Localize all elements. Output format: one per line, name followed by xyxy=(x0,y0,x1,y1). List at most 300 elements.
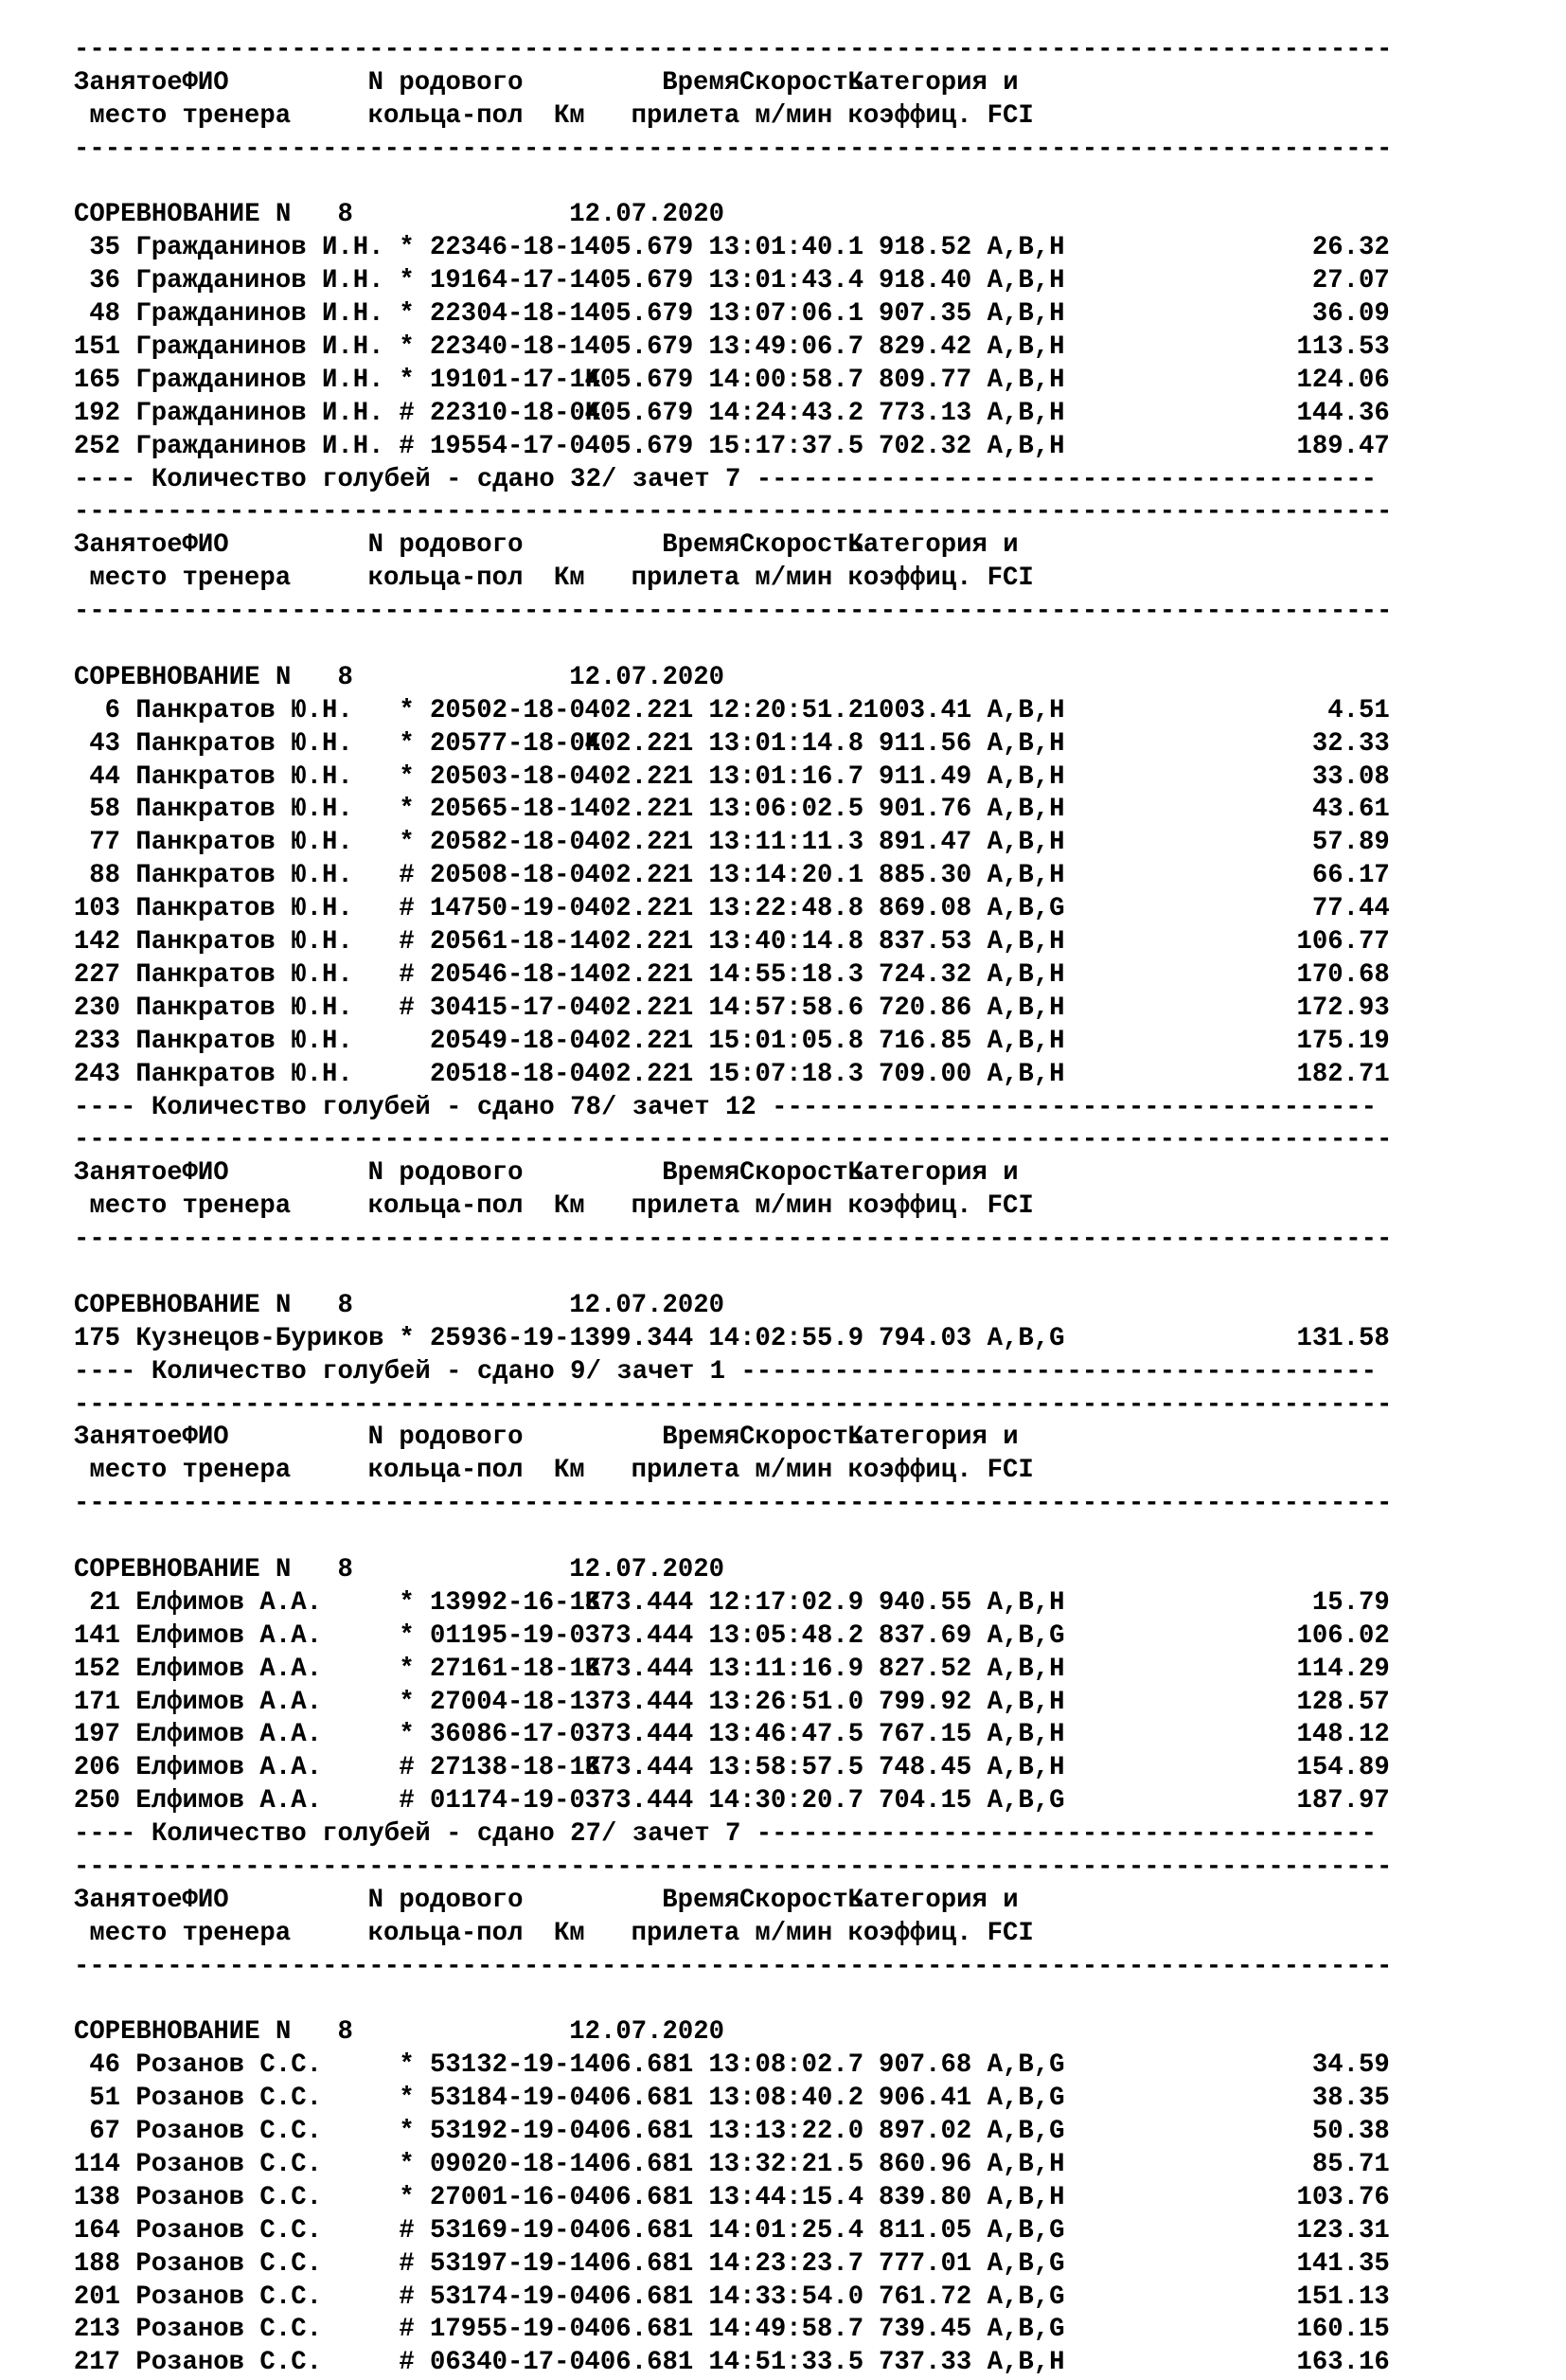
arrival-time: 13:13:22.0 xyxy=(708,2117,864,2147)
distance-km: 402.221 xyxy=(584,1059,694,1089)
header-place-2: место xyxy=(89,564,168,594)
mark: # xyxy=(399,894,415,924)
result-row xyxy=(74,1687,1513,1720)
distance-km: 402.221 xyxy=(584,894,694,924)
arrival-time: 15:07:18.3 xyxy=(708,1059,864,1089)
arrival-time: 13:06:02.5 xyxy=(708,795,864,825)
place: 188 xyxy=(73,2248,121,2279)
header-fci: FCI xyxy=(987,1456,1034,1486)
fci: 77.44 xyxy=(1311,894,1390,924)
trainer-name: Панкратов Ю.Н. xyxy=(135,959,353,990)
ring-number: 27001-16-0 xyxy=(430,2182,585,2212)
category: A,B,H xyxy=(987,431,1065,461)
distance-km: 402.221 xyxy=(584,959,694,990)
result-row xyxy=(74,265,1513,298)
mark: * xyxy=(399,1620,415,1651)
mark: # xyxy=(399,2215,415,2246)
distance-km: 405.679 xyxy=(584,299,694,330)
place: 175 xyxy=(73,1323,121,1353)
category: A,B,H xyxy=(987,795,1065,825)
place: 6 xyxy=(104,695,121,725)
fci: 170.68 xyxy=(1296,959,1390,990)
header-ring: N родового xyxy=(367,67,524,98)
header-speed-2: м/мин xyxy=(755,1191,833,1222)
category: A,B,G xyxy=(987,1323,1065,1353)
ring-number: 22304-18-1 xyxy=(430,299,585,330)
blank-line xyxy=(74,1521,1513,1554)
speed: 897.02 xyxy=(879,2117,972,2147)
distance-km: 406.681 xyxy=(584,2084,694,2114)
category: A,B,G xyxy=(987,2084,1065,2114)
blank-line xyxy=(74,1984,1513,2017)
trainer-name: Елфимов А.А. xyxy=(135,1687,322,1717)
mark: # xyxy=(399,2282,415,2312)
competition-label: СОРЕВНОВАНИЕ N 8 xyxy=(74,1554,353,1584)
header-place: Занятое xyxy=(74,530,183,561)
speed: 761.72 xyxy=(879,2282,972,2312)
category: A,B,H xyxy=(987,398,1065,428)
speed: 839.80 xyxy=(879,2182,972,2212)
result-row xyxy=(74,1719,1513,1752)
separator-rule: ------------------------------------------------------------------------------------- xyxy=(74,1852,1393,1882)
fci: 187.97 xyxy=(1296,1786,1390,1816)
place: 217 xyxy=(73,2348,121,2378)
place: 165 xyxy=(73,365,121,395)
distance-km: 406.681 xyxy=(584,2248,694,2279)
arrival-time: 14:23:23.7 xyxy=(708,2248,864,2279)
result-row xyxy=(74,695,1513,728)
ring-number: 20561-18-1 xyxy=(430,927,585,957)
trainer-name: Панкратов Ю.Н. xyxy=(135,795,353,825)
header-place-2: место xyxy=(89,1191,168,1222)
place: 243 xyxy=(73,1059,121,1089)
speed: 901.76 xyxy=(879,795,972,825)
competition-label: СОРЕВНОВАНИЕ N 8 xyxy=(74,662,353,692)
competition-date: 12.07.2020 xyxy=(569,1290,724,1320)
trainer-name: Панкратов Ю.Н. xyxy=(135,1059,353,1089)
column-header-line-2 xyxy=(74,1190,1513,1224)
ring-number: 27161-18-1K xyxy=(430,1654,601,1684)
result-row xyxy=(74,365,1513,398)
trainer-name: Панкратов Ю.Н. xyxy=(135,1026,353,1056)
fci: 15.79 xyxy=(1311,1587,1390,1618)
place: 58 xyxy=(89,795,121,825)
header-name: ФИО xyxy=(182,1158,229,1189)
section-summary: ---- Количество голубей - сдано 32/ зачет 7 ---------------------------------------- xyxy=(74,464,1377,494)
result-row xyxy=(74,2215,1513,2248)
separator-rule: ------------------------------------------------------------------------------------- xyxy=(74,1389,1393,1420)
fci: 144.36 xyxy=(1296,398,1390,428)
mark: * xyxy=(399,365,415,395)
arrival-time: 14:30:20.7 xyxy=(708,1786,864,1816)
result-row xyxy=(74,2248,1513,2282)
ring-number: 22346-18-1 xyxy=(430,233,585,263)
category: A,B,G xyxy=(987,1786,1065,1816)
distance-km: 402.221 xyxy=(584,695,694,725)
distance-km: 402.221 xyxy=(584,993,694,1023)
result-row xyxy=(74,2314,1513,2347)
result-row xyxy=(74,827,1513,860)
header-speed-2: м/мин xyxy=(755,1918,833,1948)
ring-number: 01195-19-0 xyxy=(430,1620,585,1651)
ring-number: 27138-18-1K xyxy=(430,1753,601,1783)
fci: 26.32 xyxy=(1311,233,1390,263)
place: 152 xyxy=(73,1654,121,1684)
distance-km: 402.221 xyxy=(584,761,694,792)
category: A,B,H xyxy=(987,2348,1065,2378)
result-row xyxy=(74,761,1513,795)
ring-number: 53169-19-0 xyxy=(430,2215,585,2246)
competition-line xyxy=(74,199,1513,232)
header-place: Занятое xyxy=(74,1158,183,1189)
arrival-time: 14:51:33.5 xyxy=(708,2348,864,2378)
arrival-time: 14:24:43.2 xyxy=(708,398,864,428)
arrival-time: 15:17:37.5 xyxy=(708,431,864,461)
mark: * xyxy=(399,2150,415,2179)
category: A,B,H xyxy=(987,1026,1065,1056)
ring-number: 53197-19-1 xyxy=(430,2248,585,2279)
header-place-2: место xyxy=(89,1918,168,1948)
result-row xyxy=(74,728,1513,761)
distance-km: 405.679 xyxy=(584,398,694,428)
header-speed: Скорость xyxy=(739,1885,864,1915)
speed: 720.86 xyxy=(879,993,972,1023)
header-place-2: место xyxy=(89,1456,168,1486)
competition-line xyxy=(74,2016,1513,2049)
header-place: Занятое xyxy=(74,1885,183,1915)
header-place: Занятое xyxy=(74,1423,183,1453)
result-row xyxy=(74,1587,1513,1620)
ring-number: 22310-18-0K xyxy=(430,398,601,428)
speed: 906.41 xyxy=(879,2084,972,2114)
header-category: Категория и xyxy=(847,530,1019,561)
place: 227 xyxy=(73,959,121,990)
trainer-name: Панкратов Ю.Н. xyxy=(135,728,353,759)
mark: * xyxy=(399,1587,415,1618)
competition-date: 12.07.2020 xyxy=(569,2017,724,2048)
fci: 113.53 xyxy=(1296,332,1390,363)
column-header-line-2 xyxy=(74,1918,1513,1951)
header-fci: FCI xyxy=(987,1191,1034,1222)
trainer-name: Елфимов А.А. xyxy=(135,1587,322,1618)
arrival-time: 13:58:57.5 xyxy=(708,1753,864,1783)
competition-date: 12.07.2020 xyxy=(569,662,724,692)
speed: 827.52 xyxy=(879,1654,972,1684)
ring-number: 09020-18-1 xyxy=(430,2150,585,2179)
fci: 106.02 xyxy=(1296,1620,1390,1651)
distance-km: 406.681 xyxy=(584,2117,694,2147)
result-row xyxy=(74,232,1513,265)
result-row xyxy=(74,893,1513,926)
distance-km: 406.681 xyxy=(584,2182,694,2212)
header-name: ФИО xyxy=(182,67,229,98)
place: 171 xyxy=(73,1687,121,1717)
trainer-name: Гражданинов И.Н. xyxy=(135,332,384,363)
category: A,B,H xyxy=(987,959,1065,990)
mark: * xyxy=(399,266,415,296)
header-time: Время xyxy=(662,1885,740,1915)
place: 51 xyxy=(89,2084,121,2114)
fci: 27.07 xyxy=(1311,266,1390,296)
category: A,B,H xyxy=(987,299,1065,330)
fci: 175.19 xyxy=(1296,1026,1390,1056)
header-name-2: тренера xyxy=(182,1918,292,1948)
header-name: ФИО xyxy=(182,530,229,561)
distance-km: 373.444 xyxy=(584,1620,694,1651)
distance-km: 402.221 xyxy=(584,828,694,858)
result-row xyxy=(74,959,1513,993)
header-ring: N родового xyxy=(367,1423,524,1453)
arrival-time: 13:40:14.8 xyxy=(708,927,864,957)
trainer-name: Гражданинов И.Н. xyxy=(135,365,384,395)
header-coef: коэффиц. xyxy=(847,1191,972,1222)
arrival-time: 13:01:43.4 xyxy=(708,266,864,296)
ring-number: 20503-18-0 xyxy=(430,761,585,792)
trainer-name: Кузнецов-Буриков xyxy=(135,1323,384,1353)
fci: 36.09 xyxy=(1311,299,1390,330)
fci: 131.58 xyxy=(1296,1323,1390,1353)
mark: * xyxy=(399,795,415,825)
speed: 748.45 xyxy=(879,1753,972,1783)
header-time: Время xyxy=(662,67,740,98)
ring-number: 20577-18-0K xyxy=(430,728,601,759)
mark: * xyxy=(399,1323,415,1353)
place: 21 xyxy=(89,1587,121,1618)
ring-number: 53184-19-0 xyxy=(430,2084,585,2114)
trainer-name: Гражданинов И.Н. xyxy=(135,299,384,330)
trainer-name: Елфимов А.А. xyxy=(135,1786,322,1816)
distance-km: 406.681 xyxy=(584,2215,694,2246)
category: A,B,G xyxy=(987,2117,1065,2147)
column-header-line-2 xyxy=(74,100,1513,134)
header-ring-2: кольца-пол xyxy=(367,1456,524,1486)
category: A,B,H xyxy=(987,2150,1065,2179)
trainer-name: Розанов С.С. xyxy=(135,2182,322,2212)
mark: # xyxy=(399,861,415,891)
arrival-time: 13:07:06.1 xyxy=(708,299,864,330)
distance-km: 402.221 xyxy=(584,1026,694,1056)
trainer-name: Панкратов Ю.Н. xyxy=(135,894,353,924)
category: A,B,G xyxy=(987,2050,1065,2081)
fci: 4.51 xyxy=(1327,695,1390,725)
speed: 885.30 xyxy=(879,861,972,891)
speed: 777.01 xyxy=(879,2248,972,2279)
place: 67 xyxy=(89,2117,121,2147)
distance-km: 405.679 xyxy=(584,332,694,363)
place: 36 xyxy=(89,266,121,296)
arrival-time: 13:44:15.4 xyxy=(708,2182,864,2212)
header-place: Занятое xyxy=(74,67,183,98)
header-time: Время xyxy=(662,530,740,561)
header-km: Км xyxy=(553,1191,585,1222)
mark: # xyxy=(399,431,415,461)
mark: * xyxy=(399,728,415,759)
mark: * xyxy=(399,761,415,792)
category: A,B,G xyxy=(987,2315,1065,2345)
fci: 148.12 xyxy=(1296,1720,1390,1750)
header-name: ФИО xyxy=(182,1423,229,1453)
result-row xyxy=(74,2083,1513,2116)
speed: 767.15 xyxy=(879,1720,972,1750)
speed: 704.15 xyxy=(879,1786,972,1816)
category: A,B,H xyxy=(987,1654,1065,1684)
trainer-name: Розанов С.С. xyxy=(135,2215,322,2246)
distance-km: 406.681 xyxy=(584,2282,694,2312)
header-name: ФИО xyxy=(182,1885,229,1915)
separator-rule: ------------------------------------------------------------------------------------- xyxy=(74,134,1393,164)
header-ring-2: кольца-пол xyxy=(367,1191,524,1222)
category: A,B,H xyxy=(987,1059,1065,1089)
blank-line xyxy=(74,629,1513,662)
category: A,B,H xyxy=(987,1687,1065,1717)
competition-line xyxy=(74,1290,1513,1323)
competition-line xyxy=(74,1554,1513,1587)
column-header-line-1 xyxy=(74,1422,1513,1455)
speed: 907.35 xyxy=(879,299,972,330)
header-speed-2: м/мин xyxy=(755,564,833,594)
speed: 737.33 xyxy=(879,2348,972,2378)
distance-km: 406.681 xyxy=(584,2150,694,2179)
arrival-time: 13:08:02.7 xyxy=(708,2050,864,2081)
category: A,B,H xyxy=(987,761,1065,792)
result-row xyxy=(74,1654,1513,1687)
ring-number: 14750-19-0 xyxy=(430,894,585,924)
header-time-2: прилета xyxy=(631,100,740,131)
arrival-time: 13:08:40.2 xyxy=(708,2084,864,2114)
separator-rule: ------------------------------------------------------------------------------------- xyxy=(74,1951,1393,1981)
speed: 716.85 xyxy=(879,1026,972,1056)
ring-number: 20508-18-0 xyxy=(430,861,585,891)
place: 88 xyxy=(89,861,121,891)
place: 77 xyxy=(89,828,121,858)
trainer-name: Елфимов А.А. xyxy=(135,1720,322,1750)
result-row xyxy=(74,1752,1513,1785)
place: 230 xyxy=(73,993,121,1023)
result-row xyxy=(74,794,1513,827)
place: 103 xyxy=(73,894,121,924)
result-row xyxy=(74,2049,1513,2083)
blank-line xyxy=(74,1257,1513,1290)
fci: 103.76 xyxy=(1296,2182,1390,2212)
trainer-name: Розанов С.С. xyxy=(135,2282,322,2312)
category: A,B,H xyxy=(987,365,1065,395)
arrival-time: 13:01:40.1 xyxy=(708,233,864,263)
category: A,B,H xyxy=(987,695,1065,725)
distance-km: 406.681 xyxy=(584,2050,694,2081)
speed: 799.92 xyxy=(879,1687,972,1717)
header-fci: FCI xyxy=(987,564,1034,594)
trainer-name: Гражданинов И.Н. xyxy=(135,398,384,428)
distance-km: 373.444 xyxy=(584,1654,694,1684)
mark: * xyxy=(399,2084,415,2114)
fci: 85.71 xyxy=(1311,2150,1390,2179)
mark: * xyxy=(399,2182,415,2212)
arrival-time: 15:01:05.8 xyxy=(708,1026,864,1056)
arrival-time: 14:57:58.6 xyxy=(708,993,864,1023)
separator-rule: ------------------------------------------------------------------------------------- xyxy=(74,1125,1393,1155)
mark: * xyxy=(399,828,415,858)
category: A,B,H xyxy=(987,993,1065,1023)
distance-km: 373.444 xyxy=(584,1687,694,1717)
ring-number: 30415-17-0 xyxy=(430,993,585,1023)
ring-number: 19101-17-1K xyxy=(430,365,601,395)
place: 114 xyxy=(73,2150,121,2179)
trainer-name: Розанов С.С. xyxy=(135,2050,322,2081)
speed: 940.55 xyxy=(879,1587,972,1618)
distance-km: 405.679 xyxy=(584,233,694,263)
result-row xyxy=(74,2149,1513,2182)
fci: 123.31 xyxy=(1296,2215,1390,2246)
header-category: Категория и xyxy=(847,1158,1019,1189)
header-coef: коэффиц. xyxy=(847,1918,972,1948)
place: 252 xyxy=(73,431,121,461)
speed: 773.13 xyxy=(879,398,972,428)
fci: 189.47 xyxy=(1296,431,1390,461)
place: 138 xyxy=(73,2182,121,2212)
speed: 837.53 xyxy=(879,927,972,957)
fci: 128.57 xyxy=(1296,1687,1390,1717)
speed: 891.47 xyxy=(879,828,972,858)
place: 35 xyxy=(89,233,121,263)
mark: # xyxy=(399,2315,415,2345)
result-row xyxy=(74,2116,1513,2149)
header-speed-2: м/мин xyxy=(755,1456,833,1486)
ring-number: 06340-17-0 xyxy=(430,2348,585,2378)
trainer-name: Елфимов А.А. xyxy=(135,1753,322,1783)
result-row xyxy=(74,2182,1513,2215)
ring-number: 20582-18-0 xyxy=(430,828,585,858)
arrival-time: 13:11:11.3 xyxy=(708,828,864,858)
result-row xyxy=(74,2347,1513,2380)
place: 43 xyxy=(89,728,121,759)
header-ring: N родового xyxy=(367,1885,524,1915)
place: 233 xyxy=(73,1026,121,1056)
header-name-2: тренера xyxy=(182,1456,292,1486)
trainer-name: Гражданинов И.Н. xyxy=(135,431,384,461)
header-ring-2: кольца-пол xyxy=(367,100,524,131)
ring-number: 36086-17-0 xyxy=(430,1720,585,1750)
blank-line xyxy=(74,167,1513,200)
competition-date: 12.07.2020 xyxy=(569,200,724,230)
place: 142 xyxy=(73,927,121,957)
speed: 739.45 xyxy=(879,2315,972,2345)
competition-label: СОРЕВНОВАНИЕ N 8 xyxy=(74,200,353,230)
mark: * xyxy=(399,2117,415,2147)
arrival-time: 14:33:54.0 xyxy=(708,2282,864,2312)
separator-rule: ------------------------------------------------------------------------------------- xyxy=(74,597,1393,627)
ring-number: 20546-18-1 xyxy=(430,959,585,990)
trainer-name: Панкратов Ю.Н. xyxy=(135,927,353,957)
arrival-time: 13:01:14.8 xyxy=(708,728,864,759)
speed: 918.52 xyxy=(879,233,972,263)
result-row xyxy=(74,1620,1513,1654)
place: 164 xyxy=(73,2215,121,2246)
ring-number: 20518-18-0 xyxy=(430,1059,585,1089)
fci: 182.71 xyxy=(1296,1059,1390,1089)
column-header-line-1 xyxy=(74,1885,1513,1918)
place: 250 xyxy=(73,1786,121,1816)
header-time-2: прилета xyxy=(631,1456,740,1486)
mark: * xyxy=(399,695,415,725)
speed: 860.96 xyxy=(879,2150,972,2179)
arrival-time: 14:01:25.4 xyxy=(708,2215,864,2246)
ring-number: 01174-19-0 xyxy=(430,1786,585,1816)
arrival-time: 14:49:58.7 xyxy=(708,2315,864,2345)
mark: # xyxy=(399,993,415,1023)
arrival-time: 13:14:20.1 xyxy=(708,861,864,891)
fci: 57.89 xyxy=(1311,828,1390,858)
header-ring-2: кольца-пол xyxy=(367,564,524,594)
